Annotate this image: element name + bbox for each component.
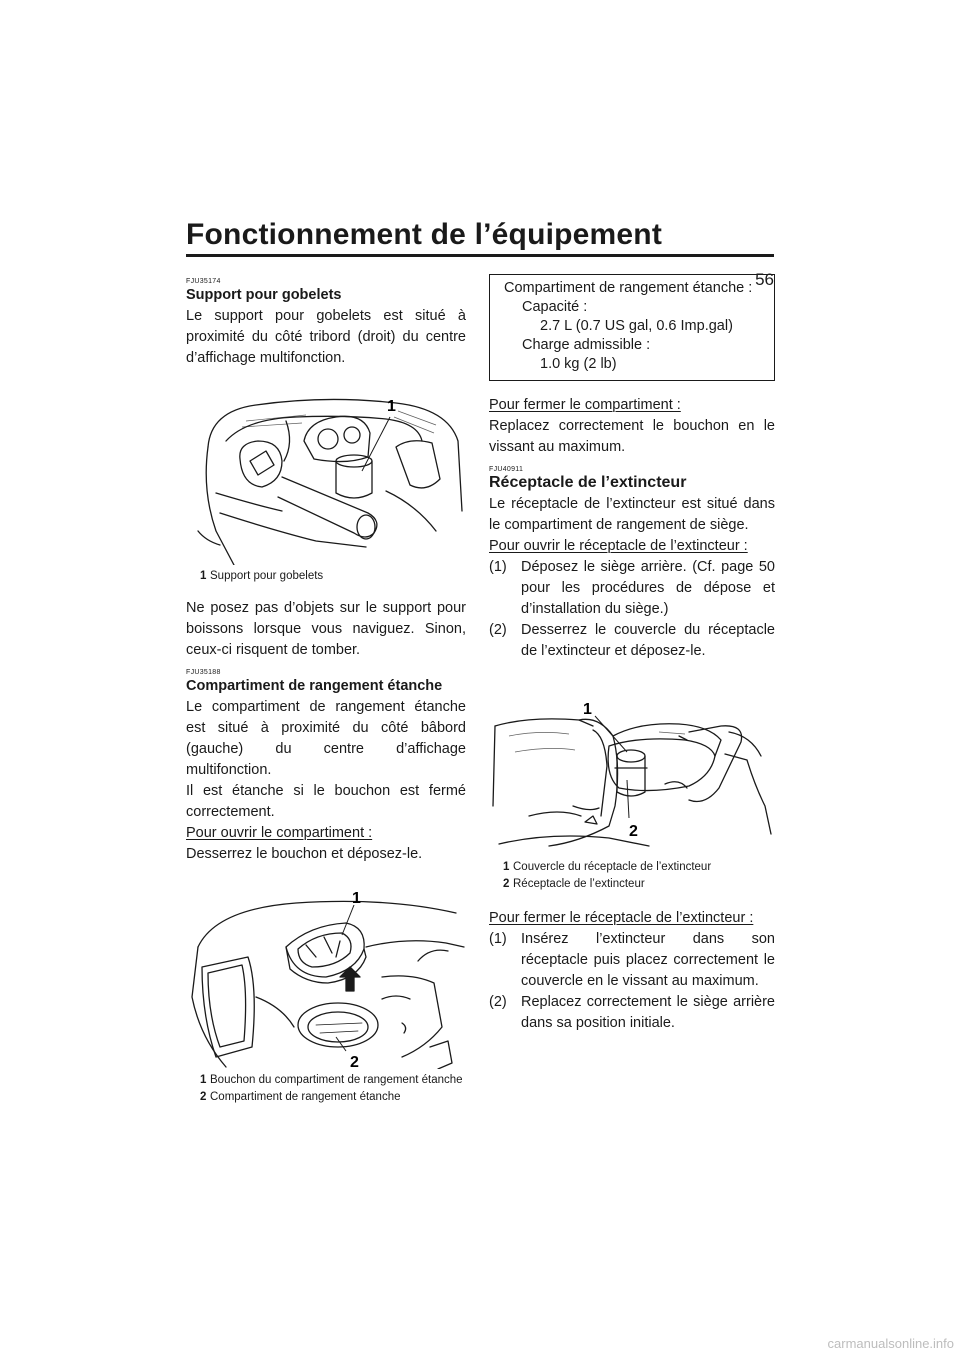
cup-holder-heading: Support pour gobelets: [186, 287, 342, 303]
step-text: Replacez correctement le siège arrière dans sa position initiale.: [521, 994, 775, 1031]
storage-open-title: Pour ouvrir le compartiment :: [186, 825, 373, 841]
spec-capacity-label: Capacité :: [522, 299, 588, 315]
section-code: FJU40911: [489, 466, 524, 473]
page-title: Fonctionnement de l’équipement: [186, 218, 663, 251]
callout-1: 1: [583, 701, 592, 718]
caption: [503, 860, 775, 875]
extinguisher-heading: Réceptacle de l’extincteur: [489, 474, 687, 491]
extinguisher-intro: Le réceptacle de l’extincteur est situé dans le compartiment de rangement de siège.: [489, 496, 775, 533]
specification-box: [489, 274, 775, 381]
caption-text: Bouchon du compartiment de rangement étanche: [210, 1074, 463, 1086]
spec-title: Compartiment de rangement étanche :: [504, 280, 753, 296]
storage-illustration: [186, 887, 466, 1069]
spec-load-value: 1.0 kg (2 lb): [540, 356, 617, 372]
spec-load-label: Charge admissible :: [522, 337, 651, 353]
watermark-text: carmanualsonline.info: [827, 1336, 954, 1351]
step: [489, 557, 775, 620]
caption-number: 1: [200, 570, 207, 582]
cup-holder-illustration: [186, 381, 466, 565]
caption-number: 1: [200, 1074, 207, 1086]
page-number: 56: [755, 270, 774, 289]
right-column: [489, 274, 775, 1034]
callout-2: 2: [350, 1054, 359, 1069]
callout-1: 1: [387, 398, 396, 415]
storage-close-title: Pour fermer le compartiment :: [489, 397, 681, 413]
step-text: Insérez l’extincteur dans son réceptacle puis placez correctement le couvercle en le vissant au maximum.: [521, 931, 775, 989]
storage-p1: Le compartiment de rangement étanche est situé à proximité du côté bâbord (gauche) du centre d’affichage multifonction.: [186, 699, 466, 778]
storage-close-text: Replacez correctement le bouchon en le vissant au maximum.: [489, 418, 775, 455]
extinguisher-close-title: Pour fermer le réceptacle de l’extincteur :: [489, 910, 754, 926]
caption: [200, 1090, 466, 1105]
caption-number: 2: [200, 1091, 207, 1103]
caption: [200, 569, 466, 584]
section-code: FJU35188: [186, 669, 221, 676]
caption-text: Couvercle du réceptacle de l’extincteur: [513, 861, 712, 873]
caption: [503, 877, 775, 892]
step: [489, 992, 775, 1034]
step-number: (1): [489, 931, 507, 947]
callout-1: 1: [352, 890, 361, 907]
caption: [200, 1073, 466, 1088]
step-text: Desserrez le couvercle du réceptacle de l’extincteur et déposez-le.: [521, 622, 775, 659]
storage-open-text: Desserrez le bouchon et déposez-le.: [186, 846, 423, 862]
step-number: (1): [489, 559, 507, 575]
section-code: FJU35174: [186, 278, 221, 285]
left-column: [186, 272, 466, 1105]
watermark: [0, 1336, 960, 1351]
caption-text: Support pour gobelets: [210, 570, 324, 582]
caption-text: Compartiment de rangement étanche: [210, 1091, 401, 1103]
step: [489, 620, 775, 662]
header-rule: [186, 254, 774, 257]
extinguisher-illustration: [489, 696, 775, 856]
caption-text: Réceptacle de l’extincteur: [513, 878, 645, 890]
caption-number: 2: [503, 878, 510, 890]
step-text: Déposez le siège arrière. (Cf. page 50 pour les procédures de dépose et d’installation du siège.): [521, 559, 775, 617]
caption-number: 1: [503, 861, 510, 873]
step: [489, 929, 775, 992]
cup-holder-intro: Le support pour gobelets est situé à proximité du côté tribord (droit) du centre d’affichage multifonction.: [186, 308, 466, 366]
cup-holder-warning: Ne posez pas d’objets sur le support pour boissons lorsque vous naviguez. Sinon, ceux-ci risquent de tomber.: [186, 600, 466, 658]
storage-p2: Il est étanche si le bouchon est fermé correctement.: [186, 783, 466, 820]
step-number: (2): [489, 622, 507, 638]
extinguisher-open-title: Pour ouvrir le réceptacle de l’extincteur :: [489, 538, 748, 554]
storage-heading: Compartiment de rangement étanche: [186, 678, 443, 694]
spec-capacity-value: 2.7 L (0.7 US gal, 0.6 Imp.gal): [540, 318, 733, 334]
callout-2: 2: [629, 823, 638, 840]
step-number: (2): [489, 994, 507, 1010]
